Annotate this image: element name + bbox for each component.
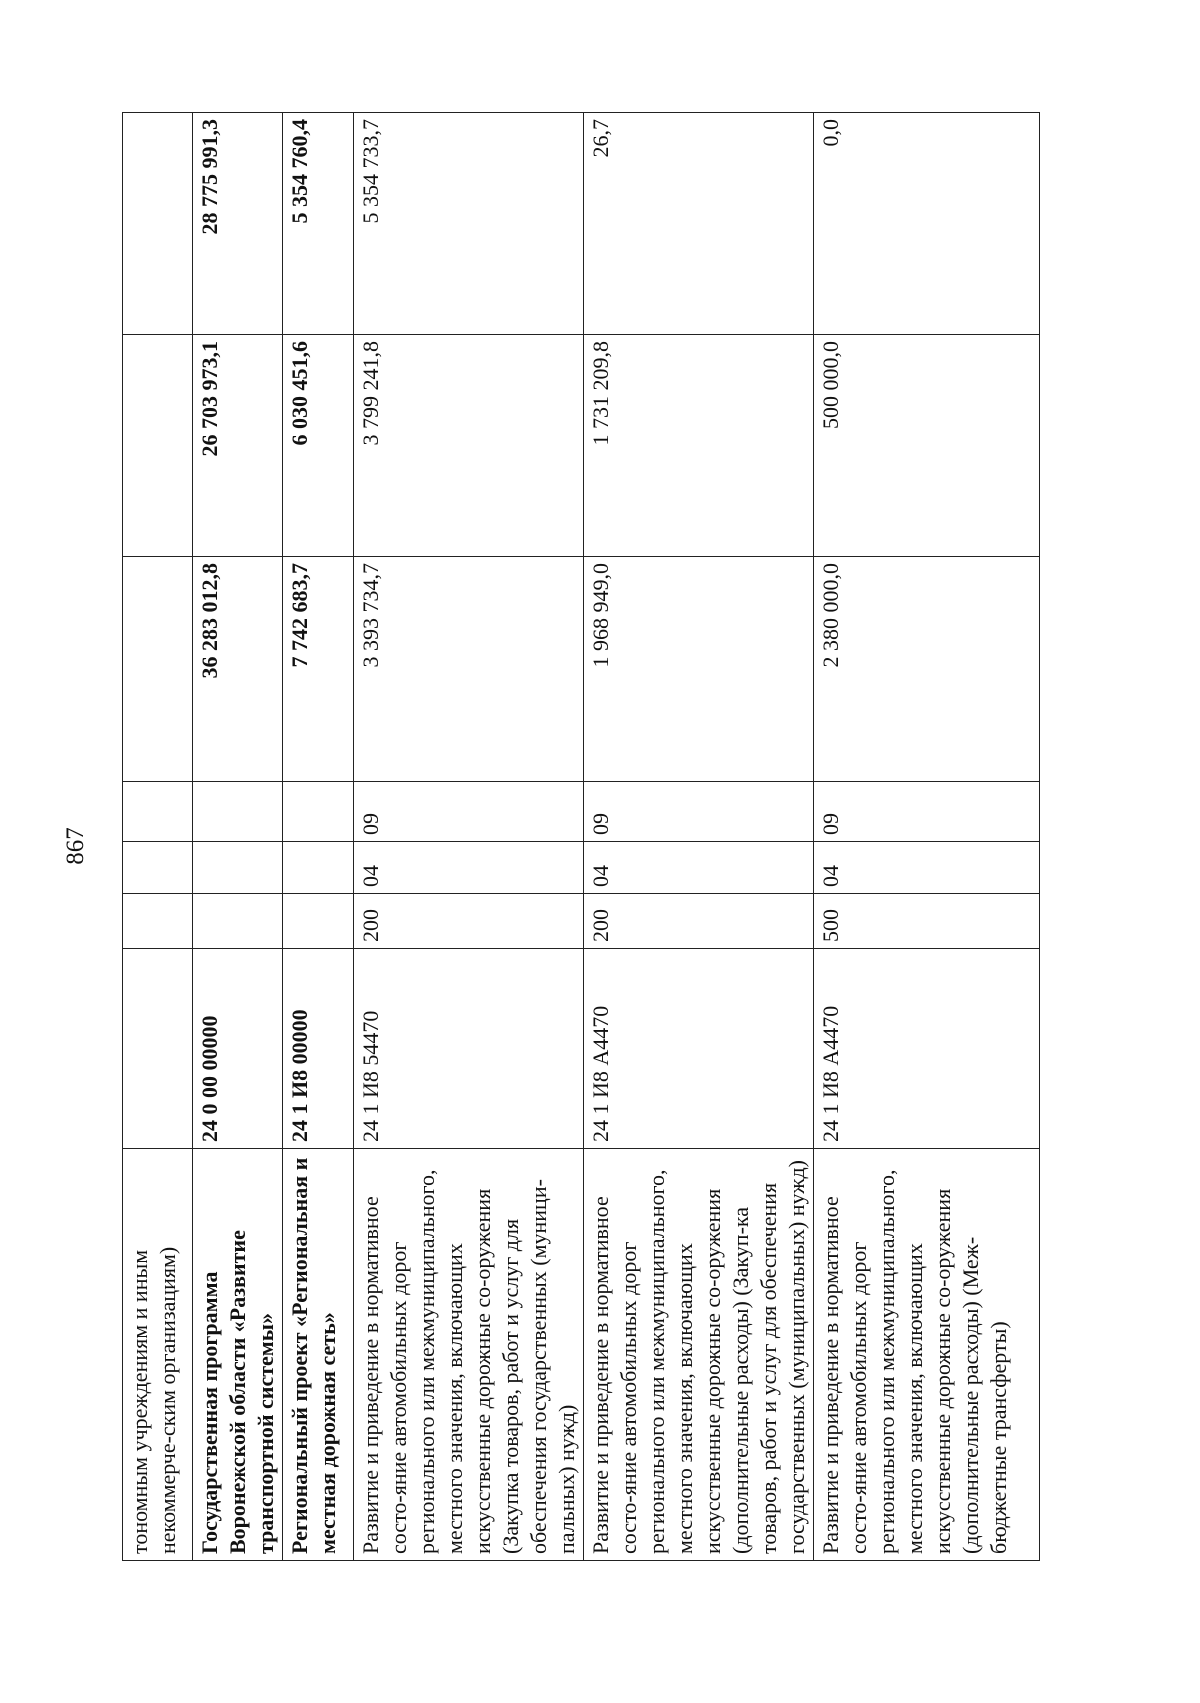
cell-year2: 1 731 209,8 (584, 335, 814, 557)
table-row (354, 113, 584, 1561)
budget-table (122, 112, 1040, 1561)
cell-name: Государственная программа Воронежской области «Развитие транспортной системы» (193, 1149, 283, 1561)
cell-year3 (123, 113, 193, 335)
cell-name: тономным учреждениям и иным некоммерче-ским организациям) (123, 1149, 193, 1561)
cell-rz (193, 842, 283, 894)
table-row (584, 113, 814, 1561)
cell-pr (123, 782, 193, 842)
cell-code: 24 1 И8 00000 (283, 949, 354, 1149)
cell-rz: 04 (584, 842, 814, 894)
cell-pr: 09 (584, 782, 814, 842)
cell-pr: 09 (354, 782, 584, 842)
cell-year2: 3 799 241,8 (354, 335, 584, 557)
cell-code: 24 0 00 00000 (193, 949, 283, 1149)
cell-year1: 1 968 949,0 (584, 557, 814, 782)
cell-name: Развитие и приведение в нормативное состо-яние автомобильных дорог регионального или межмуниципального, местного значения, включающих искусственные дорожные со-оружения (дополнительные расходы) (Закуп-ка товаров, работ и услуг для обеспечения государственных (муниципальных) нужд) (584, 1149, 814, 1561)
cell-year3: 26,7 (584, 113, 814, 335)
cell-year1: 3 393 734,7 (354, 557, 584, 782)
cell-rz: 04 (354, 842, 584, 894)
table-row (814, 113, 1040, 1561)
cell-code: 24 1 И8 А4470 (584, 949, 814, 1149)
rotated-table-wrapper (122, 113, 1010, 1561)
cell-vr: 200 (354, 894, 584, 949)
cell-rz (283, 842, 354, 894)
cell-vr (123, 894, 193, 949)
cell-vr (193, 894, 283, 949)
table-row (193, 113, 283, 1561)
cell-code: 24 1 И8 54470 (354, 949, 584, 1149)
cell-vr: 500 (814, 894, 1040, 949)
cell-year2: 26 703 973,1 (193, 335, 283, 557)
cell-pr: 09 (814, 782, 1040, 842)
cell-year2: 6 030 451,6 (283, 335, 354, 557)
table-row (123, 113, 193, 1561)
cell-year3: 0,0 (814, 113, 1040, 335)
cell-pr (283, 782, 354, 842)
cell-vr: 200 (584, 894, 814, 949)
cell-name: Развитие и приведение в нормативное состо-яние автомобильных дорог регионального или межмуниципального, местного значения, включающих искусственные дорожные со-оружения (Закупка товаров, работ и услуг для обеспечения государственных (муници-пальных) нужд) (354, 1149, 584, 1561)
cell-year3: 5 354 733,7 (354, 113, 584, 335)
cell-year1: 7 742 683,7 (283, 557, 354, 782)
table-row (283, 113, 354, 1561)
page-number: 867 (62, 827, 89, 865)
cell-rz (123, 842, 193, 894)
cell-code: 24 1 И8 А4470 (814, 949, 1040, 1149)
cell-year2: 500 000,0 (814, 335, 1040, 557)
cell-code (123, 949, 193, 1149)
cell-year3: 5 354 760,4 (283, 113, 354, 335)
cell-year3: 28 775 991,3 (193, 113, 283, 335)
cell-pr (193, 782, 283, 842)
cell-name: Развитие и приведение в нормативное состо-яние автомобильных дорог регионального или межмуниципального, местного значения, включающих искусственные дорожные со-оружения (дополнительные расходы) (Меж-бюджетные трансферты) (814, 1149, 1040, 1561)
cell-year1: 36 283 012,8 (193, 557, 283, 782)
cell-name: Региональный проект «Региональная и местная дорожная сеть» (283, 1149, 354, 1561)
cell-vr (283, 894, 354, 949)
cell-year1 (123, 557, 193, 782)
cell-year2 (123, 335, 193, 557)
cell-rz: 04 (814, 842, 1040, 894)
cell-year1: 2 380 000,0 (814, 557, 1040, 782)
